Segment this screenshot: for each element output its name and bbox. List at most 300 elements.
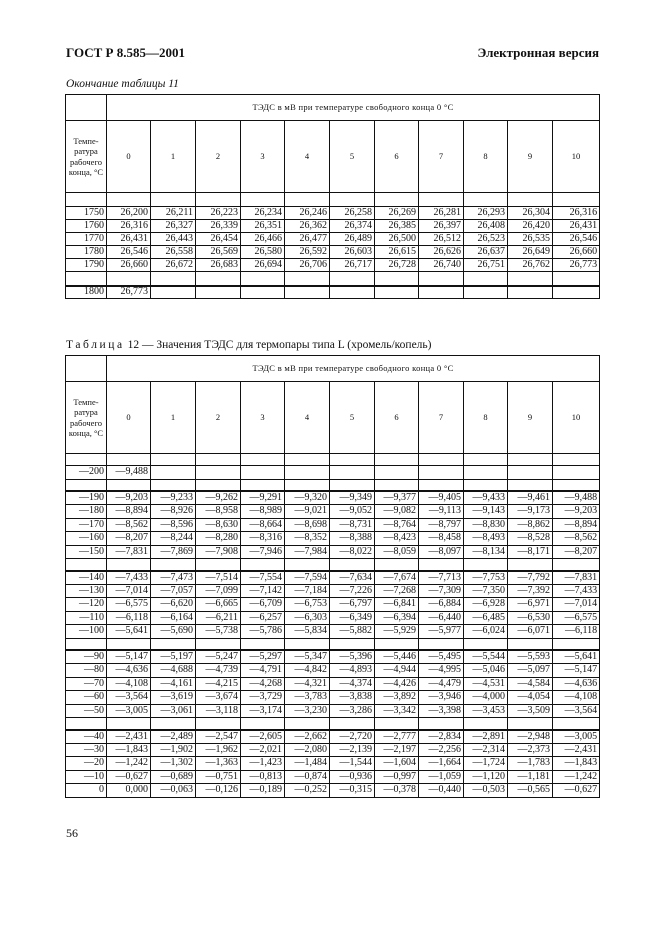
emf-value: —7,594 xyxy=(285,571,330,585)
emf-value: —7,984 xyxy=(285,545,330,559)
emf-value: 26,420 xyxy=(508,220,553,233)
emf-value: —6,164 xyxy=(151,611,196,625)
emf-value: —1,724 xyxy=(464,757,508,771)
emf-value: —1,843 xyxy=(107,743,151,757)
header-spanner-spacer xyxy=(66,95,107,121)
emf-value: —7,099 xyxy=(196,584,241,598)
emf-value: —6,575 xyxy=(107,598,151,612)
emf-value: —2,431 xyxy=(107,730,151,744)
emf-value: —4,426 xyxy=(375,677,419,691)
table12-caption-number: 12 xyxy=(124,339,140,351)
emf-value xyxy=(241,466,285,480)
emf-value: —4,944 xyxy=(375,664,419,678)
emf-value: —2,139 xyxy=(330,743,375,757)
emf-value: —0,503 xyxy=(464,784,508,798)
emf-value: —8,352 xyxy=(285,532,330,546)
emf-value xyxy=(241,286,285,299)
emf-value: —7,014 xyxy=(553,598,600,612)
row-temperature: —50 xyxy=(66,704,107,718)
emf-value: —0,813 xyxy=(241,770,285,784)
emf-value: —2,197 xyxy=(375,743,419,757)
separator-row xyxy=(66,718,600,730)
separator-row xyxy=(66,638,600,650)
emf-value: 26,512 xyxy=(419,233,464,246)
header-temperature: Темпе-ратура рабочего конца, °С xyxy=(66,382,107,454)
emf-value: —9,291 xyxy=(241,491,285,505)
emf-value: —2,021 xyxy=(241,743,285,757)
emf-value: —5,786 xyxy=(241,625,285,639)
emf-value: —5,097 xyxy=(508,664,553,678)
table-row xyxy=(66,518,600,532)
emf-value: —8,958 xyxy=(196,505,241,519)
emf-value: —1,604 xyxy=(375,757,419,771)
table-row xyxy=(66,246,600,259)
emf-value: —3,174 xyxy=(241,704,285,718)
emf-value: —7,634 xyxy=(330,571,375,585)
emf-value: —3,286 xyxy=(330,704,375,718)
table12 xyxy=(65,355,600,798)
emf-value: —4,479 xyxy=(419,677,464,691)
emf-value: —6,118 xyxy=(107,611,151,625)
row-temperature: —190 xyxy=(66,491,107,505)
emf-value: 26,706 xyxy=(285,259,330,272)
header-col: 5 xyxy=(330,382,375,454)
emf-value: —6,928 xyxy=(464,598,508,612)
emf-value xyxy=(553,466,600,480)
emf-value: —1,181 xyxy=(508,770,553,784)
emf-value xyxy=(285,466,330,480)
emf-value: —8,596 xyxy=(151,518,196,532)
separator-row xyxy=(66,454,600,466)
emf-value: —0,126 xyxy=(196,784,241,798)
emf-value: 26,580 xyxy=(241,246,285,259)
emf-value xyxy=(464,466,508,480)
emf-value: —4,108 xyxy=(553,691,600,705)
table-row xyxy=(66,491,600,505)
emf-value: —6,349 xyxy=(330,611,375,625)
emf-value: —8,562 xyxy=(553,532,600,546)
emf-value: —7,142 xyxy=(241,584,285,598)
emf-value: —0,627 xyxy=(107,770,151,784)
emf-value: 26,558 xyxy=(151,246,196,259)
separator-row xyxy=(66,479,600,491)
emf-value: —0,689 xyxy=(151,770,196,784)
header-col: 2 xyxy=(196,121,241,193)
emf-value: —0,936 xyxy=(330,770,375,784)
header-spanner: ТЭДС в мВ при температуре свободного конца 0 °С xyxy=(107,356,600,382)
emf-value: —7,433 xyxy=(553,584,600,598)
emf-value: —7,946 xyxy=(241,545,285,559)
emf-value: 26,592 xyxy=(285,246,330,259)
emf-value: 26,316 xyxy=(107,220,151,233)
emf-value: —6,485 xyxy=(464,611,508,625)
emf-value: 26,431 xyxy=(553,220,600,233)
emf-value: —3,838 xyxy=(330,691,375,705)
emf-value: 26,408 xyxy=(464,220,508,233)
emf-value: —8,207 xyxy=(107,532,151,546)
emf-value: —9,461 xyxy=(508,491,553,505)
row-temperature: —100 xyxy=(66,625,107,639)
table-row xyxy=(66,532,600,546)
emf-value: —5,641 xyxy=(107,625,151,639)
emf-value: 26,637 xyxy=(464,246,508,259)
emf-value: —2,948 xyxy=(508,730,553,744)
emf-value: —6,303 xyxy=(285,611,330,625)
emf-value: —8,280 xyxy=(196,532,241,546)
table-row xyxy=(66,545,600,559)
emf-value: —4,374 xyxy=(330,677,375,691)
emf-value: —9,021 xyxy=(285,505,330,519)
header-col: 4 xyxy=(285,121,330,193)
table-row xyxy=(66,730,600,744)
emf-value: —8,059 xyxy=(375,545,419,559)
emf-value: —5,297 xyxy=(241,650,285,664)
table-row xyxy=(66,207,600,220)
emf-value: —8,894 xyxy=(553,518,600,532)
header-col: 6 xyxy=(375,121,419,193)
emf-value: —6,797 xyxy=(330,598,375,612)
emf-value: 26,751 xyxy=(464,259,508,272)
emf-value: 26,660 xyxy=(107,259,151,272)
table-row xyxy=(66,571,600,585)
header-col: 3 xyxy=(241,382,285,454)
emf-value: —5,593 xyxy=(508,650,553,664)
emf-value: —4,531 xyxy=(464,677,508,691)
emf-value: —9,203 xyxy=(553,505,600,519)
emf-value: 26,489 xyxy=(330,233,375,246)
emf-value xyxy=(464,286,508,299)
emf-value: —1,783 xyxy=(508,757,553,771)
emf-value: —4,321 xyxy=(285,677,330,691)
emf-value: —6,071 xyxy=(508,625,553,639)
emf-value: —7,014 xyxy=(107,584,151,598)
emf-value: —4,108 xyxy=(107,677,151,691)
emf-value: 26,397 xyxy=(419,220,464,233)
emf-value: 26,672 xyxy=(151,259,196,272)
emf-value: —7,753 xyxy=(464,571,508,585)
emf-value: 26,773 xyxy=(107,286,151,299)
row-temperature: —60 xyxy=(66,691,107,705)
emf-value: —5,197 xyxy=(151,650,196,664)
emf-value: —9,349 xyxy=(330,491,375,505)
emf-value: —4,268 xyxy=(241,677,285,691)
emf-value: 26,351 xyxy=(241,220,285,233)
emf-value: —4,161 xyxy=(151,677,196,691)
emf-value: —6,841 xyxy=(375,598,419,612)
emf-value: —5,834 xyxy=(285,625,330,639)
emf-value: —9,320 xyxy=(285,491,330,505)
emf-value: 26,615 xyxy=(375,246,419,259)
emf-value: 26,374 xyxy=(330,220,375,233)
emf-value: —2,662 xyxy=(285,730,330,744)
row-temperature: 1760 xyxy=(66,220,107,233)
emf-value: —7,554 xyxy=(241,571,285,585)
table-row xyxy=(66,466,600,480)
emf-value: —8,171 xyxy=(508,545,553,559)
emf-value: —0,627 xyxy=(553,784,600,798)
header-col: 1 xyxy=(151,121,196,193)
emf-value: 26,223 xyxy=(196,207,241,220)
row-temperature: —170 xyxy=(66,518,107,532)
emf-value: —8,316 xyxy=(241,532,285,546)
emf-value: —8,244 xyxy=(151,532,196,546)
table-row xyxy=(66,743,600,757)
emf-value: —0,378 xyxy=(375,784,419,798)
emf-value: 26,477 xyxy=(285,233,330,246)
header-col: 1 xyxy=(151,382,196,454)
emf-value: —8,562 xyxy=(107,518,151,532)
emf-value: —5,641 xyxy=(553,650,600,664)
emf-value: —3,564 xyxy=(553,704,600,718)
row-temperature: 1780 xyxy=(66,246,107,259)
emf-value: 26,569 xyxy=(196,246,241,259)
row-temperature: 0 xyxy=(66,784,107,798)
emf-value: —6,394 xyxy=(375,611,419,625)
header-spanner-spacer xyxy=(66,356,107,382)
emf-value: —5,690 xyxy=(151,625,196,639)
emf-value: —4,000 xyxy=(464,691,508,705)
table-row xyxy=(66,691,600,705)
emf-value: —7,869 xyxy=(151,545,196,559)
emf-value: 26,546 xyxy=(553,233,600,246)
emf-value: —5,247 xyxy=(196,650,241,664)
emf-value: —3,892 xyxy=(375,691,419,705)
emf-value: 26,603 xyxy=(330,246,375,259)
emf-value: 26,454 xyxy=(196,233,241,246)
header-col: 5 xyxy=(330,121,375,193)
row-temperature: —20 xyxy=(66,757,107,771)
emf-value: —6,620 xyxy=(151,598,196,612)
emf-value: —6,884 xyxy=(419,598,464,612)
emf-value: 26,258 xyxy=(330,207,375,220)
emf-value: —0,063 xyxy=(151,784,196,798)
emf-value xyxy=(553,286,600,299)
emf-value: —1,363 xyxy=(196,757,241,771)
row-temperature: —120 xyxy=(66,598,107,612)
separator-row xyxy=(66,272,600,286)
emf-value: 0,000 xyxy=(107,784,151,798)
emf-value xyxy=(196,466,241,480)
emf-value: 26,304 xyxy=(508,207,553,220)
emf-value: —2,605 xyxy=(241,730,285,744)
emf-value: —5,446 xyxy=(375,650,419,664)
emf-value: —7,674 xyxy=(375,571,419,585)
emf-value: —3,564 xyxy=(107,691,151,705)
emf-value: —4,636 xyxy=(553,677,600,691)
emf-value: —5,882 xyxy=(330,625,375,639)
emf-value xyxy=(330,466,375,480)
emf-value: —6,575 xyxy=(553,611,600,625)
emf-value: —7,268 xyxy=(375,584,419,598)
emf-value: —2,720 xyxy=(330,730,375,744)
row-temperature: —200 xyxy=(66,466,107,480)
row-temperature: —180 xyxy=(66,505,107,519)
emf-value: 26,546 xyxy=(107,246,151,259)
row-temperature: 1800 xyxy=(66,286,107,299)
emf-value: —5,977 xyxy=(419,625,464,639)
emf-value: —1,242 xyxy=(553,770,600,784)
emf-value: —7,831 xyxy=(553,571,600,585)
header-col: 7 xyxy=(419,121,464,193)
emf-value: —7,350 xyxy=(464,584,508,598)
table11 xyxy=(65,94,600,299)
emf-value: —6,753 xyxy=(285,598,330,612)
emf-value: —5,147 xyxy=(107,650,151,664)
emf-value: —4,584 xyxy=(508,677,553,691)
emf-value: —7,309 xyxy=(419,584,464,598)
header-col: 0 xyxy=(107,382,151,454)
emf-value: —8,388 xyxy=(330,532,375,546)
emf-value: —7,184 xyxy=(285,584,330,598)
emf-value: 26,523 xyxy=(464,233,508,246)
emf-value: —5,929 xyxy=(375,625,419,639)
emf-value: 26,281 xyxy=(419,207,464,220)
emf-value: 26,339 xyxy=(196,220,241,233)
emf-value: —0,252 xyxy=(285,784,330,798)
emf-value: —9,173 xyxy=(508,505,553,519)
emf-value: 26,431 xyxy=(107,233,151,246)
emf-value: —2,834 xyxy=(419,730,464,744)
emf-value: 26,293 xyxy=(464,207,508,220)
emf-value: 26,200 xyxy=(107,207,151,220)
table-row xyxy=(66,259,600,272)
emf-value: —8,134 xyxy=(464,545,508,559)
emf-value: 26,362 xyxy=(285,220,330,233)
header-col: 0 xyxy=(107,121,151,193)
emf-value: —5,544 xyxy=(464,650,508,664)
emf-value: —6,971 xyxy=(508,598,553,612)
emf-value: —2,373 xyxy=(508,743,553,757)
row-temperature: —40 xyxy=(66,730,107,744)
emf-value: —8,797 xyxy=(419,518,464,532)
emf-value: —6,118 xyxy=(553,625,600,639)
emf-value: —1,059 xyxy=(419,770,464,784)
emf-value: —5,147 xyxy=(553,664,600,678)
emf-value: —1,484 xyxy=(285,757,330,771)
emf-value: 26,443 xyxy=(151,233,196,246)
emf-value: —5,347 xyxy=(285,650,330,664)
emf-value: —4,791 xyxy=(241,664,285,678)
emf-value: —6,024 xyxy=(464,625,508,639)
header-col: 8 xyxy=(464,382,508,454)
emf-value: —8,493 xyxy=(464,532,508,546)
edition-label: Электронная версия xyxy=(477,45,599,60)
emf-value: —8,458 xyxy=(419,532,464,546)
emf-value: 26,466 xyxy=(241,233,285,246)
row-temperature: —30 xyxy=(66,743,107,757)
emf-value: 26,500 xyxy=(375,233,419,246)
emf-value: —6,709 xyxy=(241,598,285,612)
emf-value: —3,342 xyxy=(375,704,419,718)
emf-value: —8,894 xyxy=(107,505,151,519)
header-col: 6 xyxy=(375,382,419,454)
emf-value: 26,211 xyxy=(151,207,196,220)
emf-value: —9,113 xyxy=(419,505,464,519)
emf-value: —0,874 xyxy=(285,770,330,784)
emf-value: —6,211 xyxy=(196,611,241,625)
emf-value: —7,057 xyxy=(151,584,196,598)
emf-value: —1,120 xyxy=(464,770,508,784)
table11-caption: Окончание таблицы 11 xyxy=(66,78,179,90)
emf-value: —7,792 xyxy=(508,571,553,585)
emf-value: 26,246 xyxy=(285,207,330,220)
emf-value: —3,946 xyxy=(419,691,464,705)
emf-value: —3,005 xyxy=(553,730,600,744)
emf-value: 26,773 xyxy=(553,259,600,272)
emf-value xyxy=(419,286,464,299)
emf-value xyxy=(151,466,196,480)
emf-value xyxy=(508,286,553,299)
emf-value: —2,547 xyxy=(196,730,241,744)
emf-value xyxy=(151,286,196,299)
emf-value: 26,316 xyxy=(553,207,600,220)
emf-value: —2,080 xyxy=(285,743,330,757)
emf-value: —3,619 xyxy=(151,691,196,705)
separator-row xyxy=(66,559,600,571)
emf-value: —9,405 xyxy=(419,491,464,505)
table-row xyxy=(66,650,600,664)
emf-value: —6,665 xyxy=(196,598,241,612)
table-row xyxy=(66,233,600,246)
table-row xyxy=(66,704,600,718)
emf-value: —4,995 xyxy=(419,664,464,678)
row-temperature: —10 xyxy=(66,770,107,784)
emf-value: 26,694 xyxy=(241,259,285,272)
emf-value: —8,664 xyxy=(241,518,285,532)
emf-value: 26,740 xyxy=(419,259,464,272)
emf-value: —4,842 xyxy=(285,664,330,678)
emf-value: —9,052 xyxy=(330,505,375,519)
emf-value: —4,739 xyxy=(196,664,241,678)
emf-value: 26,762 xyxy=(508,259,553,272)
separator-row xyxy=(66,193,600,207)
row-temperature: —80 xyxy=(66,664,107,678)
emf-value: —8,022 xyxy=(330,545,375,559)
emf-value: —4,215 xyxy=(196,677,241,691)
emf-value: —8,207 xyxy=(553,545,600,559)
emf-value: —9,488 xyxy=(107,466,151,480)
emf-value xyxy=(196,286,241,299)
emf-value: —0,565 xyxy=(508,784,553,798)
row-temperature: —150 xyxy=(66,545,107,559)
emf-value: 26,535 xyxy=(508,233,553,246)
emf-value: 26,717 xyxy=(330,259,375,272)
emf-value: —9,488 xyxy=(553,491,600,505)
emf-value: —5,046 xyxy=(464,664,508,678)
emf-value: —1,664 xyxy=(419,757,464,771)
emf-value: 26,269 xyxy=(375,207,419,220)
emf-value: 26,649 xyxy=(508,246,553,259)
emf-value: —9,082 xyxy=(375,505,419,519)
emf-value: —0,189 xyxy=(241,784,285,798)
emf-value: —3,783 xyxy=(285,691,330,705)
document-code: ГОСТ Р 8.585—2001 xyxy=(66,45,185,60)
emf-value: —7,392 xyxy=(508,584,553,598)
emf-value: —8,926 xyxy=(151,505,196,519)
emf-value: —7,713 xyxy=(419,571,464,585)
emf-value: —7,226 xyxy=(330,584,375,598)
emf-value: —8,423 xyxy=(375,532,419,546)
emf-value: —7,473 xyxy=(151,571,196,585)
emf-value: 26,626 xyxy=(419,246,464,259)
emf-value: —1,302 xyxy=(151,757,196,771)
emf-value: —6,440 xyxy=(419,611,464,625)
emf-value: —3,005 xyxy=(107,704,151,718)
emf-value: —4,688 xyxy=(151,664,196,678)
table12-caption-prefix: Таблица xyxy=(66,339,125,351)
emf-value: —9,433 xyxy=(464,491,508,505)
emf-value: —7,908 xyxy=(196,545,241,559)
